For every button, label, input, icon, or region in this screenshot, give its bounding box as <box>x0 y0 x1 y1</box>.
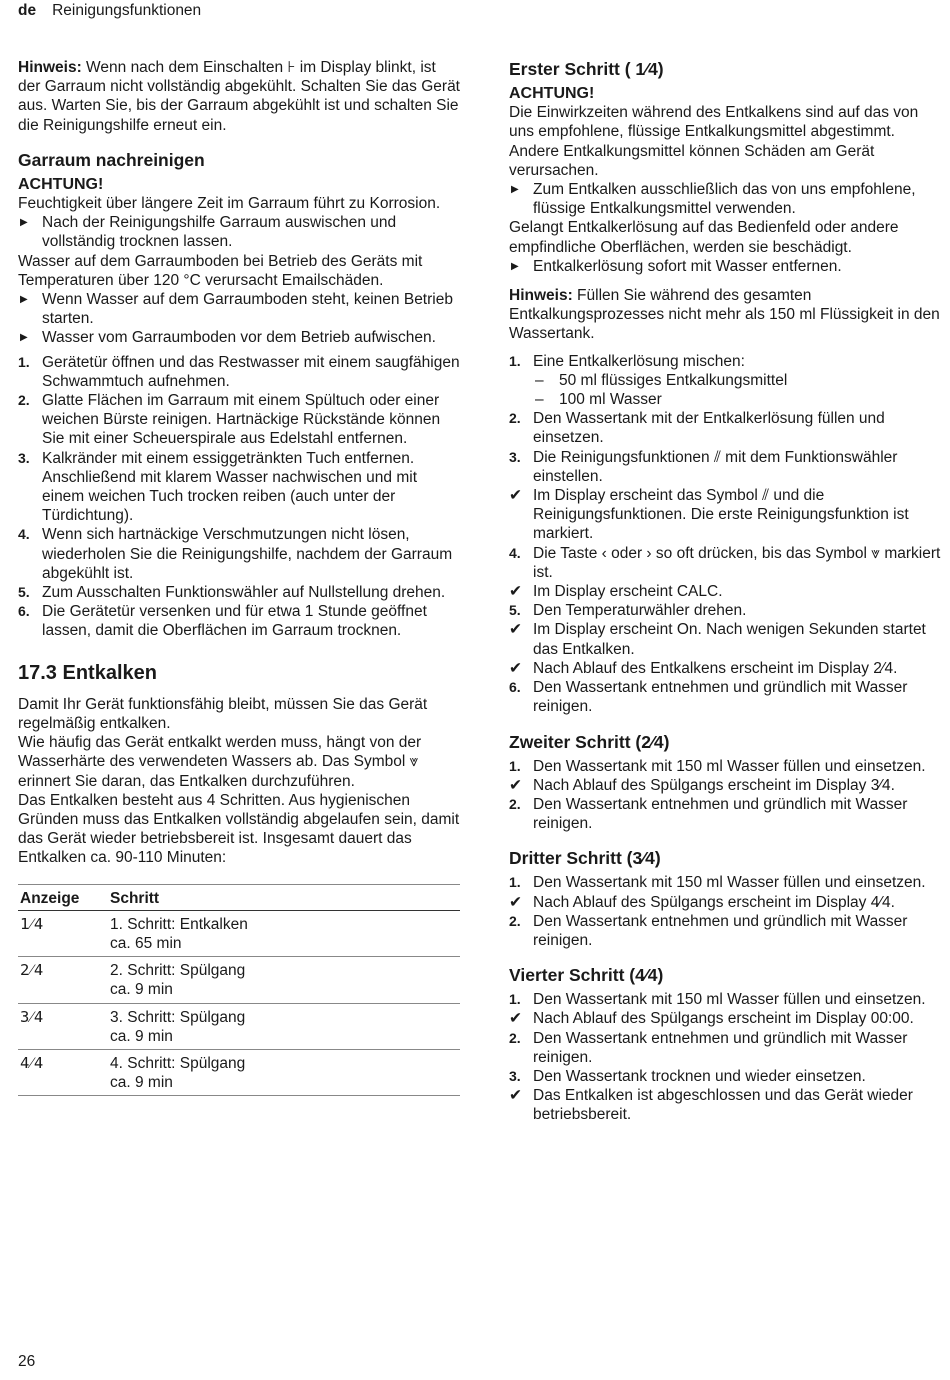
warning-text: Feuchtigkeit über längere Zeit im Garraum führt zu Korrosion. <box>18 195 441 213</box>
checkmark-icon: ✔ <box>509 583 522 601</box>
heading-garraum: Garraum nachreinigen <box>18 149 205 170</box>
checkmark-icon: ✔ <box>509 893 522 911</box>
step-item: 2. Den Wassertank entnehmen und gründlich mit Wasser reinigen. <box>509 912 908 949</box>
step-item: 1. Den Wassertank mit 150 ml Wasser füllen und einsetzen. <box>509 874 926 892</box>
table-row: 4⁄4 4. Schritt: Spülgang ca. 9 min <box>18 1049 460 1095</box>
step-item: 2. Den Wassertank entnehmen und gründlich mit Wasser reinigen. <box>509 795 908 833</box>
step-item: 2. Den Wassertank entnehmen und gründlich mit Wasser reinigen. <box>509 1029 908 1066</box>
step-item: 6. Den Wassertank entnehmen und gründlich mit Wasser reinigen. <box>509 679 908 716</box>
table-header: Schritt <box>108 884 460 910</box>
list-item: – 100 ml Wasser <box>535 391 662 409</box>
arrow-icon: ▶ <box>20 217 28 229</box>
result-item: ✔ Nach Ablauf des Spülgangs erscheint im Display 00:00. <box>509 1010 914 1028</box>
arrow-icon: ▶ <box>511 184 519 196</box>
steps-table <box>18 884 460 1097</box>
step-item: 3. Den Wassertank trocknen und wieder einsetzen. <box>509 1067 866 1085</box>
result-item: ✔ Im Display erscheint CALC. <box>509 583 723 601</box>
step-item: 5. Den Temperaturwähler drehen. <box>509 602 747 620</box>
result-item: ✔ Das Entkalken ist abgeschlossen und das Gerät wieder betriebsbereit. <box>509 1087 913 1124</box>
result-item: ✔ Nach Ablauf des Spülgangs erscheint im Display 3⁄4. <box>509 776 895 794</box>
list-item: ▶ Nach der Reinigungshilfe Garraum auswischen und vollständig trocknen lassen. <box>20 214 397 251</box>
warning-text: Wasser auf dem Garraumboden bei Betrieb des Geräts mit Temperaturen über 120 °C verursacht Emailschäden. <box>18 252 423 289</box>
checkmark-icon: ✔ <box>509 621 522 639</box>
step-item: 2. Glatte Flächen im Garraum mit einem Spültuch oder einer weichen Bürste reinigen. Hartnäckige Rückstände können Sie mit einer Scheuerspirale aus Edelstahl entfernen. <box>18 392 441 448</box>
warning-label: ACHTUNG! <box>509 85 595 102</box>
step-item: 1. Den Wassertank mit 150 ml Wasser füllen und einsetzen. <box>509 757 926 775</box>
section-title: Reinigungsfunktionen <box>52 2 202 19</box>
list-item: – 50 ml flüssiges Entkalkungsmittel <box>535 371 788 389</box>
step-item: 3. Kalkränder mit einem essiggetränkten Tuch entfernen. Anschließend mit klarem Wasser nachwischen und mit einem weichen Tuch trocken reiben (auch unter der Türdichtung). <box>18 449 418 525</box>
left-column <box>18 58 460 1096</box>
step-item: 1. Den Wassertank mit 150 ml Wasser füllen und einsetzen. <box>509 991 926 1009</box>
result-item: ✔ Im Display erscheint das Symbol ⫽ und die Reinigungsfunktionen. Die erste Reinigungsfunktion ist markiert. <box>509 487 909 543</box>
table-header: Anzeige <box>18 884 108 910</box>
checkmark-icon: ✔ <box>509 1010 522 1028</box>
step-item: 2. Den Wassertank mit der Entkalkerlösung füllen und einsetzen. <box>509 410 885 447</box>
table-row: 1⁄4 1. Schritt: Entkalken ca. 65 min <box>18 910 460 956</box>
list-item: ▶ Wasser vom Garraumboden vor dem Betrieb aufwischen. <box>20 329 436 347</box>
checkmark-icon: ✔ <box>509 659 522 677</box>
step-item: 3. Die Reinigungsfunktionen ⫽ mit dem Funktionswähler einstellen. <box>509 448 898 485</box>
step-item: 1. Eine Entkalkerlösung mischen: <box>509 352 745 370</box>
heading-step4: Vierter Schritt (4⁄4) <box>509 965 664 986</box>
result-item: ✔ Nach Ablauf des Spülgangs erscheint im Display 4⁄4. <box>509 893 895 911</box>
right-column <box>509 58 947 1125</box>
step-item: 1. Gerätetür öffnen und das Restwasser mit einem saugfähigen Schwammtuch aufnehmen. <box>18 353 460 390</box>
step-item: 4. Wenn sich hartnäckige Verschmutzungen nicht lösen, wiederholen Sie die Reinigungshilfe, nachdem der Garraum abgekühlt ist. <box>18 526 453 582</box>
list-item: ▶ Zum Entkalken ausschließlich das von uns empfohlene, flüssige Entkalkungsmittel verwenden. <box>511 181 916 218</box>
note: Hinweis: Füllen Sie während des gesamten Entkalkungsprozesses nicht mehr als 150 ml Flüssigkeit in den Wassertank. <box>509 287 940 343</box>
list-item: ▶ Entkalkerlösung sofort mit Wasser entfernen. <box>511 257 842 275</box>
list-item: ▶ Wenn Wasser auf dem Garraumboden steht, keinen Betrieb starten. <box>20 291 453 328</box>
heading-entkalken: 17.3 Entkalken <box>18 661 157 684</box>
heading-step2: Zweiter Schritt (2⁄4) <box>509 731 670 752</box>
step-item: 4. Die Taste ‹ oder › so oft drücken, bis das Symbol ⩔ markiert ist. <box>509 544 941 581</box>
heading-step1: Erster Schritt ( 1⁄4) <box>509 59 664 79</box>
language-code: de <box>18 2 37 19</box>
step-item: 6. Die Gerätetür versenken und für etwa 1 Stunde geöffnet lassen, damit die Oberflächen im Garraum trocknen. <box>18 603 427 640</box>
checkmark-icon: ✔ <box>509 776 522 794</box>
arrow-icon: ▶ <box>20 332 28 344</box>
warning-text: Die Einwirkzeiten während des Entkalkens sind auf das von uns empfohlene, flüssige Entkalkungsmittel abgestimmt. Andere Entkalkungsmittel können Schäden am Gerät verursachen. <box>509 104 919 179</box>
table-row: 3⁄4 3. Schritt: Spülgang ca. 9 min <box>18 1003 460 1049</box>
paragraph: Wie häufig das Gerät entkalkt werden muss, hängt von der Wasserhärte des verwendeten Wassers ab. Das Symbol ⩔ erinnert Sie daran, das Entkalken durchzuführen. <box>18 734 422 790</box>
page-header <box>18 1 201 20</box>
checkmark-icon: ✔ <box>509 1087 522 1105</box>
result-item: ✔ Nach Ablauf des Entkalkens erscheint im Display 2⁄4. <box>509 659 898 677</box>
result-item: ✔ Im Display erscheint On. Nach wenigen Sekunden startet das Entkalken. <box>509 621 926 658</box>
table-row: 2⁄4 2. Schritt: Spülgang ca. 9 min <box>18 957 460 1003</box>
warning-label: ACHTUNG! <box>18 175 104 193</box>
note: Hinweis: Wenn nach dem Einschalten ⊦ im Display blinkt, ist der Garraum nicht vollständig abgekühlt. Schalten Sie das Gerät aus. Warten Sie, bis der Garraum abgekühlt ist und schalten Sie die Reinigungshilfe erneut ein. <box>18 59 460 134</box>
heading-step3: Dritter Schritt (3⁄4) <box>509 848 661 869</box>
paragraph: Das Entkalken besteht aus 4 Schritten. Aus hygienischen Gründen muss das Entkalken vollständig abgelaufen sein, damit das Gerät wieder betriebsbereit ist. Insgesamt dauert das Entkalken ca. 90-110 Minuten: <box>18 791 460 867</box>
paragraph: Damit Ihr Gerät funktionsfähig bleibt, müssen Sie das Gerät regelmäßig entkalken. <box>18 695 428 732</box>
step-item: 5. Zum Ausschalten Funktionswähler auf Nullstellung drehen. <box>18 584 446 602</box>
page-number: 26 <box>18 1353 36 1370</box>
checkmark-icon: ✔ <box>509 487 522 505</box>
arrow-icon: ▶ <box>20 294 28 306</box>
arrow-icon: ▶ <box>511 260 519 272</box>
warning-text: Gelangt Entkalkerlösung auf das Bedienfeld oder andere empfindliche Oberflächen, werden sie beschädigt. <box>509 219 899 256</box>
